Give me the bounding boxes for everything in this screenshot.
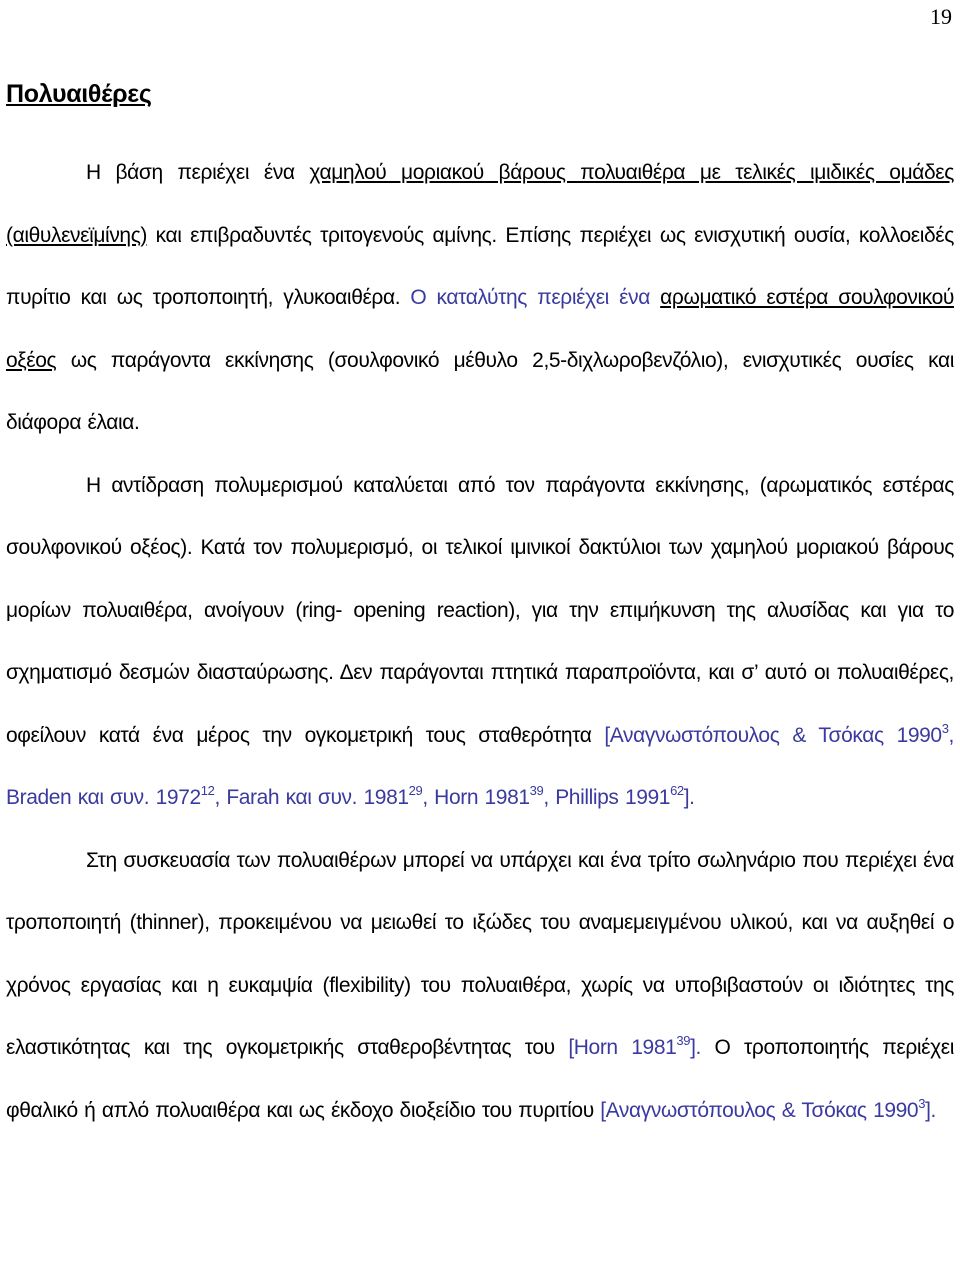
text-span: Η αντίδραση πολυμερισμού καταλύεται από τον παράγοντα εκκίνησης, (αρωματικός εστέρας σουλφονικού οξέος). [6, 473, 954, 559]
text-span: και επιβραδυντές τριτογενούς αμίνης. Επίσης περιέχει ως ενισχυτική ουσία, κολλοειδές πυρίτιο και ως τροποποιητή, γλυκοαιθέρα. [6, 223, 954, 309]
text-span: ως παράγοντα εκκίνησης (σουλφονικό μέθυλο 2,5-διχλωροβενζόλιο), ενισχυτικές ουσίες και διάφορα έλαια. [6, 348, 954, 434]
section-title: Πολυαιθέρες [6, 80, 152, 108]
page-number: 19 [930, 4, 952, 29]
citation-link[interactable]: [Horn 1981$^{39}$]. [568, 1033, 701, 1059]
paragraph-1 [6, 142, 954, 455]
underlined-term: χαμηλού μοριακού βάρους πολυαιθέρα με τελικές ιμιδικές ομάδες (αιθυλενεϊμίνης) [6, 161, 954, 247]
paragraph-2 [6, 455, 954, 830]
citation-link[interactable]: [Αναγνωστόπουλος & Τσόκας 1990$^3$]. [600, 1095, 936, 1122]
text-span: Στη συσκευασία των πολυαιθέρων μπορεί να υπάρχει και ένα τρίτο σωληνάριο που περιέχει ένα τροποποιητή (thinner), προκειμένου να μειωθεί το ιξώδες του αναμεμειγμένου υλικού, και να αυξηθεί ο χρόνος εργασίας και η ευκαμψία (flexibility) του πολυαιθέρα, χωρίς να υποβιβαστούν οι ιδιότητες της ελαστικότητας και της ογκομετρικής σταθεροβέντητας του [6, 848, 954, 1059]
highlighted-text: Ο καταλύτης περιέχει ένα [400, 286, 661, 309]
text-span: Ο τροποποιητής περιέχει φθαλικό ή απλό πολυαιθέρα και ως έκδοχο διοξείδιο του πυριτίου [6, 1036, 954, 1122]
paragraph-3 [6, 830, 954, 1143]
citation-link[interactable]: [Αναγνωστόπουλος & Τσόκας 1990$^3$, Braden και συν. 1972$^{12}$, Farah και συν. 1981$^{29}$, Horn 1981$^{39}$, Phillips 1991$^{62}$]. [6, 720, 954, 809]
text-span: Κατά τον πολυμερισμό, οι τελικοί ιμινικοί δακτύλιοι των χαμηλού μοριακού βάρους μορίων πολυαιθέρα, ανοίγουν (ring- opening reaction), για την επιμήκυνση της αλυσίδας και για το σχηματισμό δεσμών διασταύρωσης. Δεν παράγονται πτητικά παραπροϊόντα, και σ’ αυτό οι πολυαιθέρες, οφείλουν κατά ένα μέρος την ογκομετρική τους σταθερότητα [6, 536, 954, 747]
text-span: Η βάση περιέχει ένα [86, 161, 310, 184]
body-text [6, 142, 954, 1142]
underlined-term: αρωματικό εστέρα σουλφονικού οξέος [6, 286, 954, 372]
